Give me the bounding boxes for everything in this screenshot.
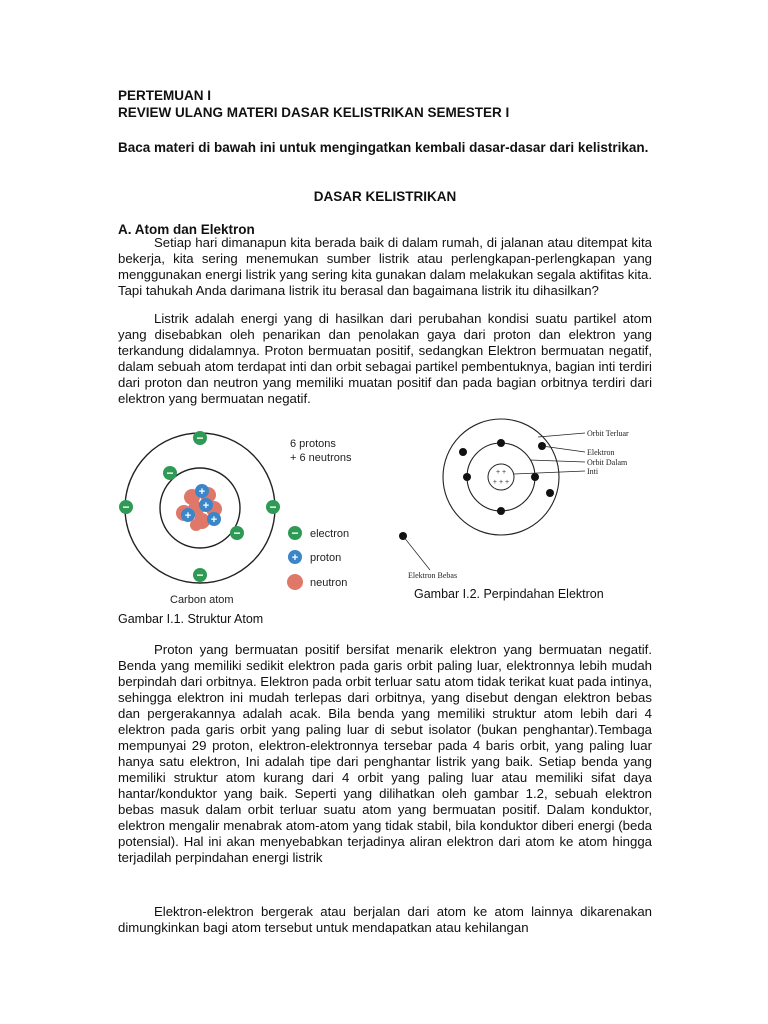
paragraph-3: Proton yang bermuatan positif bersifat menarik elektron yang bermuatan negatif. Benda yang memiliki sedikit elektron pada garis orbit paling luar, elektronnya lebih mudah berpindah dari orbitnya. Elektron pada orbit terluar satu atom tidak terikat kuat pada intinya, sehingga elektron ini mudah terlepas dari orbitnya, yang disebut dengan elektron bebas dan pergerakannya adalah acak. Bila benda yang memiliki struktur atom lebih dari 4 elektron pada garis orbit yang paling luar di sebut isolator (bukan penghantar).Tembaga mempunyai 29 proton, elektron-elektronnya tersebar pada 4 baris orbit, yang paling luar hanya satu elektron, Ini adalah tipe dari penghantar listrik yang baik. Setiap benda yang memiliki struktur atom kurang dari 4 orbit yang paling luar atau memiliki sifat daya hantar/konduktor yang baik. Seperti yang dilihatkan oleh gambar 1.2, sebuah elektron bebas masuk dalam orbit terluar suatu atom yang bermuatan positif. Dalam konduktor, elektron mengalir menabrak atom-atom yang tidak stabil, bila konduktor diberi energi (beda potensial). Hal ini akan menyebabkan terjadinya aliran elektron dari atom ke atom hingga terjadilah perpindahan energi listrik (118, 642, 652, 865)
paragraph-4: Elektron-elektron bergerak atau berjalan dari atom ke atom lainnya dikarenakan dimungkinkan bagi atom tersebut untuk mendapatkan atau kehilangan (118, 904, 652, 935)
subsection-title: A. Atom dan Elektron (118, 222, 255, 237)
core-circle (488, 464, 514, 490)
inner-orbit-label: Orbit Dalam (587, 458, 628, 467)
figure1-caption: Gambar I.1. Struktur Atom (118, 612, 264, 626)
core-signs-bottom: + + + (492, 479, 510, 486)
electron (119, 500, 133, 514)
meeting-title: PERTEMUAN I (118, 88, 212, 103)
svg-text:−: − (196, 431, 204, 445)
svg-text:−: − (233, 526, 241, 540)
svg-text:−: − (122, 500, 130, 514)
svg-text:+: + (198, 486, 206, 498)
instruction-text: Baca materi di bawah ini untuk mengingatkan kembali dasar-dasar dari kelistrikan. (118, 140, 649, 155)
carbon-atom-label: Carbon atom (170, 594, 234, 606)
figure2-caption: Gambar I.2. Perpindahan Elektron (414, 587, 604, 601)
section-title: DASAR KELISTRIKAN (313, 189, 457, 204)
core-label: Inti (587, 467, 599, 476)
svg-text:−: − (196, 568, 204, 582)
svg-text:+: + (202, 500, 210, 512)
electron-dot (546, 489, 554, 497)
neutrons-label: + 6 neutrons (290, 452, 352, 464)
protons-label: 6 protons (290, 438, 336, 450)
core-signs-top: + + (495, 469, 507, 476)
outer-orbit-label: Orbit Terluar (587, 429, 629, 438)
electron-label: Elektron (587, 448, 615, 457)
legend-neutron (287, 574, 347, 590)
electron-dot (497, 439, 505, 447)
inner-orbit (467, 443, 535, 511)
legend-electron (288, 526, 349, 540)
electron-dot (459, 448, 467, 456)
electron (266, 500, 280, 514)
electron (193, 431, 207, 445)
svg-text:proton: proton (310, 552, 342, 564)
nucleus (176, 484, 222, 531)
svg-text:+: + (184, 510, 192, 522)
electron-transfer-figure (390, 418, 650, 588)
svg-text:+: + (210, 514, 218, 526)
electron-dot (463, 473, 471, 481)
paragraph-2: Listrik adalah energi yang di hasilkan dari perubahan kondisi suatu partikel atom yang disebabkan oleh penarikan dan penolakan gaya dari proton dan elektron yang terkandung didalamnya. Proton bermuatan positif, sedangkan Elektron bermuatan negatif, dalam sebuah atom terdapat inti dan orbit sebagai partikel pembentuknya, bagian inti terdiri dari proton dan neutron yang memiliki muatan positif dan pada bagian orbitnya terdiri dari elektron yang bermuatan negatif. (118, 311, 652, 406)
electron (230, 526, 244, 540)
paragraph-1: Setiap hari dimanapun kita berada baik di dalam rumah, di jalanan atau ditempat kita bekerja, kita sering menemukan sumber listrik atau perlengkapan-perlengkapan yang menggunakan energi listrik yang sering kita gunakan dalam melakukan segala aktifitas kita. Tapi tahukah Anda darimana listrik itu berasal dan bagaimana listrik itu dihasilkan? (118, 235, 652, 298)
carbon-atom-figure (110, 425, 400, 610)
electron (163, 466, 177, 480)
electron-dot (531, 473, 539, 481)
free-electron-label: Elektron Bebas (408, 571, 458, 580)
svg-text:electron: electron (310, 528, 350, 540)
svg-text:neutron: neutron (310, 577, 348, 589)
legend-proton (288, 550, 341, 564)
review-title: REVIEW ULANG MATERI DASAR KELISTRIKAN SEMESTER I (118, 105, 510, 120)
svg-text:−: − (291, 526, 299, 540)
electron-dot (497, 507, 505, 515)
svg-text:+: + (291, 552, 299, 564)
svg-text:−: − (166, 466, 174, 480)
electron (193, 568, 207, 582)
svg-text:−: − (269, 500, 277, 514)
